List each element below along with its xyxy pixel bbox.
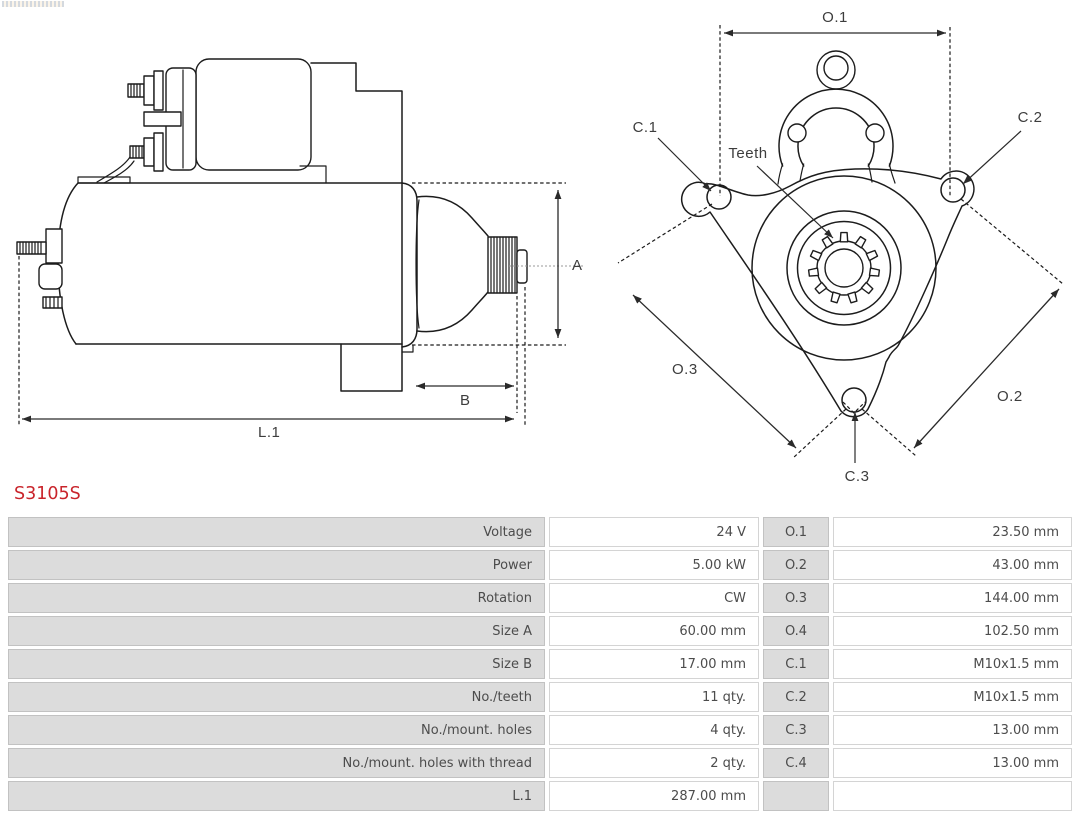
spec-value: CW <box>549 583 759 613</box>
spec-label: No./mount. holes <box>8 715 545 745</box>
hole-c2 <box>941 178 965 202</box>
spec-value: 2 qty. <box>549 748 759 778</box>
spec-key <box>763 781 829 811</box>
shaft-bore <box>825 249 863 287</box>
spec-value2: 23.50 mm <box>833 517 1072 547</box>
spec-label: No./mount. holes with thread <box>8 748 545 778</box>
spline-tooth <box>866 251 877 261</box>
spline-tooth <box>811 251 822 261</box>
spec-label: No./teeth <box>8 682 545 712</box>
spec-label: Rotation <box>8 583 545 613</box>
spec-label: Voltage <box>8 517 545 547</box>
spec-table <box>8 517 1072 811</box>
arch-hole-left <box>788 124 806 142</box>
top-hole <box>824 56 848 80</box>
dim-label-c3: C.3 <box>844 468 870 485</box>
dim-label-c2: C.2 <box>1017 109 1043 126</box>
spline-tooth <box>870 268 880 276</box>
part-number: S3105S <box>14 484 81 504</box>
spec-value2: M10x1.5 mm <box>833 682 1072 712</box>
dim-label-b: B <box>460 392 471 409</box>
spline-tooth <box>840 233 847 242</box>
dim-label-c1: C.1 <box>632 119 658 136</box>
spec-value2: 43.00 mm <box>833 550 1072 580</box>
dim-label-o3: O.3 <box>672 361 698 378</box>
side-view-drawing <box>0 0 600 460</box>
spec-value2: 13.00 mm <box>833 748 1072 778</box>
spline-tooth <box>848 292 857 303</box>
spec-label: Size A <box>8 616 545 646</box>
spline-tooth <box>831 292 840 303</box>
spec-value2: 13.00 mm <box>833 715 1072 745</box>
dim-label-o1: O.1 <box>822 9 848 26</box>
side-view-dimensions <box>19 183 583 441</box>
dim-label-a: A <box>572 257 583 274</box>
spline-tooth <box>809 268 819 276</box>
starter-motor-side-outline <box>17 59 584 391</box>
spec-value2: 102.50 mm <box>833 616 1072 646</box>
spec-key: O.1 <box>763 517 829 547</box>
spec-value2: 144.00 mm <box>833 583 1072 613</box>
spec-value: 24 V <box>549 517 759 547</box>
label-teeth: Teeth <box>728 145 768 162</box>
dim-label-o2: O.2 <box>997 388 1023 405</box>
spec-value2 <box>833 781 1072 811</box>
spec-key: C.3 <box>763 715 829 745</box>
spec-key: C.4 <box>763 748 829 778</box>
spec-key: O.4 <box>763 616 829 646</box>
arch-hole-right <box>866 124 884 142</box>
spec-value: 287.00 mm <box>549 781 759 811</box>
spec-key: C.1 <box>763 649 829 679</box>
dim-label-l1: L.1 <box>258 424 281 441</box>
spec-label: Power <box>8 550 545 580</box>
spec-value: 11 qty. <box>549 682 759 712</box>
front-view-drawing <box>598 0 1080 500</box>
spec-label: Size B <box>8 649 545 679</box>
spec-value: 60.00 mm <box>549 616 759 646</box>
spec-key: O.2 <box>763 550 829 580</box>
spec-value: 4 qty. <box>549 715 759 745</box>
spec-key: O.3 <box>763 583 829 613</box>
spec-key: C.2 <box>763 682 829 712</box>
spec-value2: M10x1.5 mm <box>833 649 1072 679</box>
spec-value: 5.00 kW <box>549 550 759 580</box>
solenoid-body <box>196 59 311 170</box>
hole-c3 <box>842 388 866 412</box>
spec-label: L.1 <box>8 781 545 811</box>
spec-value: 17.00 mm <box>549 649 759 679</box>
